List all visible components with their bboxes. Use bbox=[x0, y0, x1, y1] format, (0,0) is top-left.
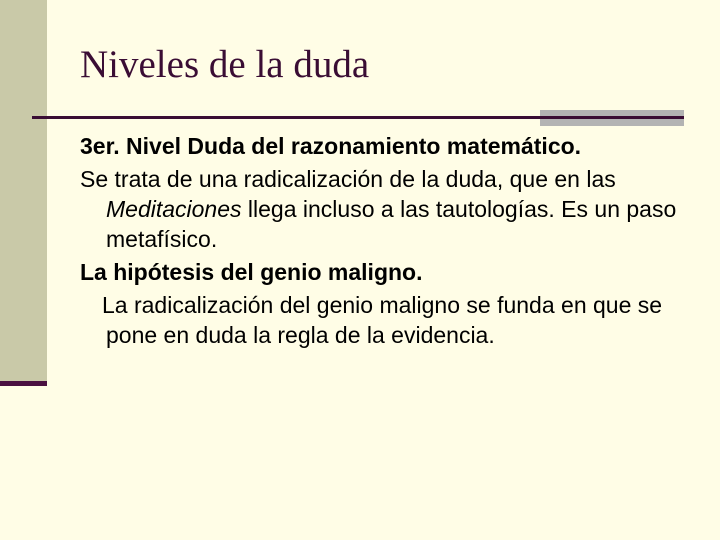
left-accent-tick bbox=[0, 381, 47, 386]
meditaciones-emphasis: Meditaciones bbox=[106, 196, 242, 222]
paragraph-evil-genius: La radicalización del genio maligno se funda en que se pone en duda la regla de la evidencia. bbox=[102, 292, 663, 348]
slide-title: Niveles de la duda bbox=[80, 43, 370, 86]
paragraph-radicalization bbox=[80, 164, 690, 254]
left-accent-band bbox=[0, 0, 47, 384]
heading-third-level: 3er. Nivel Duda del razonamiento matemático. bbox=[80, 133, 582, 159]
paragraph-text-post: llega incluso a las tautologías. Es un paso metafísico. bbox=[106, 196, 677, 252]
title-rule bbox=[32, 116, 684, 119]
paragraph-text-pre: Se trata de una radicalización de la duda, que en las bbox=[80, 166, 616, 192]
heading-evil-genius: La hipótesis del genio maligno. bbox=[80, 259, 423, 285]
slide-body bbox=[80, 131, 690, 353]
